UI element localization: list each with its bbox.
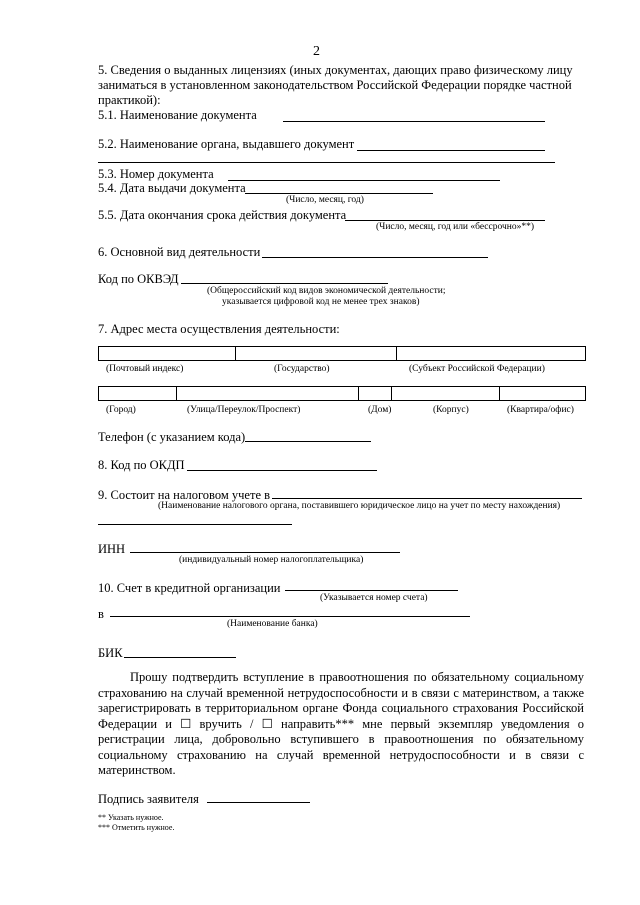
signature-line[interactable] <box>207 802 310 803</box>
footnote-1: ** Указать нужное. <box>98 813 164 822</box>
address-row2-boxes <box>98 386 586 401</box>
address-row2-divider4 <box>499 387 500 400</box>
tax-registration-line2[interactable] <box>98 524 292 525</box>
tax-registration-hint: (Наименование налогового органа, поставившего юридическое лицо на учет по месту нахождения) <box>158 501 561 511</box>
okdp-line[interactable] <box>187 470 377 471</box>
region-caption: (Субъект Российской Федерации) <box>409 364 545 374</box>
section5-heading-line1: 5. Сведения о выданных лицензиях (иных документах, дающих право физическому лицу <box>98 63 573 77</box>
bank-in-label: в <box>98 607 104 621</box>
bik-line[interactable] <box>124 657 236 658</box>
address-row2-divider2 <box>358 387 359 400</box>
address-row2-divider1 <box>176 387 177 400</box>
request-text-part1: Прошу подтвердить вступление в правоотношения по обязательному социальному страхованию на случай временной нетрудоспособности и в связи с материнством, а также зарегистрировать в территориальном органе Фонда социального страхования Российской Федерации и <box>98 670 584 731</box>
bank-account-label: 10. Счет в кредитной организации <box>98 581 281 595</box>
okved-hint-line2: указывается цифровой код не менее трех знаков) <box>222 297 420 307</box>
issue-date-line[interactable] <box>245 193 433 194</box>
okved-label: Код по ОКВЭД <box>98 272 179 286</box>
request-paragraph <box>98 670 584 779</box>
issuing-body-line2[interactable] <box>98 162 555 163</box>
request-text-part2: вручить / <box>199 716 254 731</box>
send-checkbox[interactable]: ☐ <box>261 716 273 731</box>
phone-line[interactable] <box>245 441 371 442</box>
doc-number-label: 5.3. Номер документа <box>98 167 214 181</box>
issuing-body-line[interactable] <box>357 150 545 151</box>
bank-account-hint: (Указывается номер счета) <box>320 593 428 603</box>
doc-number-line[interactable] <box>228 180 500 181</box>
section5-heading-line3: практикой): <box>98 93 161 107</box>
bank-account-line[interactable] <box>285 590 458 591</box>
expiry-date-hint: (Число, месяц, год или «бессрочно»**) <box>376 222 535 232</box>
house-caption: (Дом) <box>368 405 392 415</box>
inn-line[interactable] <box>130 552 400 553</box>
inn-label: ИНН <box>98 542 126 556</box>
tax-registration-line[interactable] <box>272 498 582 499</box>
main-activity-line[interactable] <box>262 257 488 258</box>
address-row2-divider3 <box>391 387 392 400</box>
phone-label: Телефон (с указанием кода) <box>98 430 246 444</box>
expiry-date-line[interactable] <box>345 220 545 221</box>
issue-date-hint: (Число, месяц, год) <box>286 195 364 205</box>
hand-over-checkbox[interactable]: ☐ <box>180 716 192 731</box>
address-label: 7. Адрес места осуществления деятельности: <box>98 322 340 336</box>
request-text-part3: направить*** мне первый экземпляр уведомления о регистрации лица, добровольно вступившего в правоотношения по обязательному социальному страхованию на случай временной нетрудоспособности и в связи с материнством. <box>98 716 585 777</box>
bank-name-line[interactable] <box>110 616 470 617</box>
street-caption: (Улица/Переулок/Проспект) <box>187 405 301 415</box>
signature-label: Подпись заявителя <box>98 792 199 806</box>
city-caption: (Город) <box>106 405 136 415</box>
country-caption: (Государство) <box>274 364 330 374</box>
apartment-caption: (Квартира/офис) <box>507 405 574 415</box>
inn-hint: (индивидуальный номер налогоплательщика) <box>179 555 364 565</box>
okdp-label: 8. Код по ОКДП <box>98 458 185 472</box>
tax-registration-label: 9. Состоит на налоговом учете в <box>98 488 271 502</box>
postal-code-caption: (Почтовый индекс) <box>106 364 184 374</box>
building-caption: (Корпус) <box>433 405 469 415</box>
section5-heading-line2: заниматься в установленном законодательством Российской Федерации порядке частной <box>98 78 572 92</box>
bik-label: БИК <box>98 646 123 660</box>
doc-name-label: 5.1. Наименование документа <box>98 108 257 122</box>
issuing-body-label: 5.2. Наименование органа, выдавшего документ <box>98 137 355 151</box>
footnote-2: *** Отметить нужное. <box>98 823 175 832</box>
okved-hint-line1: (Общероссийский код видов экономической деятельности; <box>207 286 446 296</box>
expiry-date-label: 5.5. Дата окончания срока действия документа <box>98 208 347 222</box>
bank-name-hint: (Наименование банка) <box>227 619 318 629</box>
address-row1-boxes <box>98 346 586 361</box>
address-row1-divider2 <box>396 347 397 360</box>
issue-date-label: 5.4. Дата выдачи документа <box>98 181 246 195</box>
page-number: 2 <box>313 44 320 59</box>
doc-name-line[interactable] <box>283 121 545 122</box>
address-row1-divider1 <box>235 347 236 360</box>
okved-line[interactable] <box>181 283 388 284</box>
main-activity-label: 6. Основной вид деятельности <box>98 245 261 259</box>
